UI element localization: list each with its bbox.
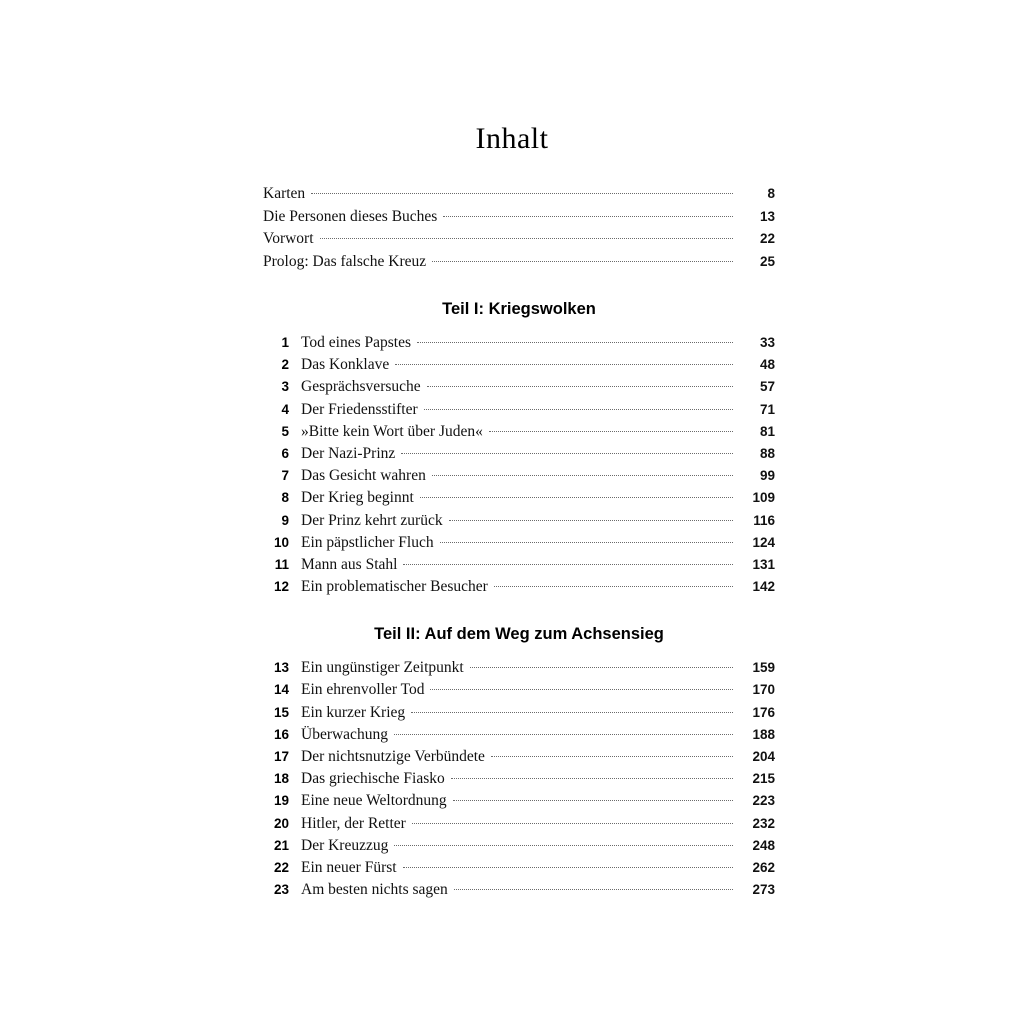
toc-entry-number: 9 — [281, 512, 289, 528]
toc-entry-number: 12 — [273, 579, 289, 595]
toc-leader-dots — [440, 542, 733, 543]
toc-leader-dots — [412, 823, 733, 824]
toc-entry[interactable] — [263, 882, 775, 904]
toc-leader-dots — [394, 734, 733, 735]
toc-entry[interactable] — [263, 357, 775, 379]
toc-entry-number: 13 — [273, 660, 289, 676]
toc-entry-label: Hitler, der Retter — [301, 814, 406, 832]
toc-entry[interactable] — [263, 254, 775, 277]
toc-entry-page: 176 — [752, 704, 775, 720]
toc-entry-number: 4 — [281, 401, 289, 417]
toc-entry-page: 232 — [752, 815, 775, 831]
toc-entry-page: 223 — [752, 793, 775, 809]
toc-entry[interactable] — [263, 209, 775, 232]
toc-entry[interactable] — [263, 513, 775, 535]
toc-entry[interactable] — [263, 446, 775, 468]
toc-entry-number: 16 — [273, 726, 289, 742]
toc-leader-dots — [489, 431, 733, 432]
toc-entry-label: Ein problematischer Besucher — [301, 578, 488, 596]
toc-entry-number: 23 — [273, 882, 289, 898]
toc-entry-label: Der Nazi-Prinz — [301, 444, 396, 462]
toc-leader-dots — [424, 409, 733, 410]
parts-list — [263, 300, 775, 904]
toc-entry-label: Das griechische Fiasko — [301, 770, 445, 788]
toc-entry-number: 10 — [273, 534, 289, 550]
toc-entry-page: 273 — [752, 882, 775, 898]
toc-entry-label: Der Kreuzzug — [301, 836, 389, 854]
toc-entry-page: 99 — [759, 468, 775, 484]
toc-entry-label: Ein ehrenvoller Tod — [301, 681, 425, 699]
toc-entry-label: Das Gesicht wahren — [301, 467, 426, 485]
toc-entry[interactable] — [263, 557, 775, 579]
toc-leader-dots — [401, 453, 733, 454]
toc-entry-label: Der Prinz kehrt zurück — [301, 511, 443, 529]
toc-leader-dots — [394, 845, 733, 846]
toc-entry-label: Der Friedensstifter — [301, 400, 418, 418]
toc-entry[interactable] — [263, 535, 775, 557]
toc-entry[interactable] — [263, 860, 775, 882]
toc-entry-page: 159 — [752, 660, 775, 676]
toc-leader-dots — [432, 475, 733, 476]
page-title: Inhalt — [475, 122, 549, 155]
toc-entry-label: Eine neue Weltordnung — [301, 792, 447, 810]
toc-entry-page: 109 — [752, 490, 775, 506]
toc-entry[interactable] — [263, 490, 775, 512]
toc-entry-label: Der Krieg beginnt — [301, 489, 414, 507]
chapter-list — [263, 335, 775, 601]
toc-entry-number: 11 — [274, 556, 289, 572]
toc-entry-number: 21 — [273, 837, 289, 853]
toc-leader-dots — [470, 667, 733, 668]
toc-entry-number: 17 — [273, 749, 289, 764]
toc-entry-page: 262 — [752, 859, 775, 875]
toc-entry[interactable] — [263, 379, 775, 401]
chapter-list — [263, 660, 775, 904]
part-heading: Teil II: Auf dem Weg zum Achsensieg — [374, 625, 664, 644]
toc-entry[interactable] — [263, 838, 775, 860]
toc-entry-page: 25 — [759, 253, 775, 269]
toc-entry[interactable] — [263, 749, 775, 771]
toc-entry-number: 15 — [273, 704, 289, 720]
toc-entry-label: Vorwort — [263, 230, 314, 247]
toc-leader-dots — [443, 216, 733, 217]
toc-entry[interactable] — [263, 660, 775, 682]
toc-entry-label: »Bitte kein Wort über Juden« — [301, 422, 483, 440]
toc-entry[interactable] — [263, 793, 775, 815]
toc-entry-page: 124 — [752, 534, 775, 550]
toc-content — [263, 186, 775, 904]
toc-entry[interactable] — [263, 231, 775, 254]
front-matter-list — [263, 186, 775, 276]
toc-entry[interactable] — [263, 771, 775, 793]
toc-entry-number: 1 — [281, 335, 289, 350]
toc-entry[interactable] — [263, 727, 775, 749]
toc-leader-dots — [430, 689, 733, 690]
toc-entry-page: 170 — [752, 682, 775, 698]
toc-leader-dots — [427, 386, 733, 387]
toc-entry-label: Gesprächsversuche — [301, 378, 421, 396]
toc-entry-page: 142 — [752, 579, 775, 595]
toc-entry-page: 248 — [752, 837, 775, 853]
toc-entry-number: 14 — [273, 682, 289, 698]
toc-entry-page: 204 — [752, 749, 775, 764]
toc-entry-label: Überwachung — [301, 725, 388, 743]
toc-entry[interactable] — [263, 402, 775, 424]
toc-leader-dots — [420, 497, 733, 498]
toc-entry-page: 215 — [752, 771, 775, 787]
toc-leader-dots — [395, 364, 733, 365]
toc-entry-page: 88 — [759, 445, 775, 461]
toc-leader-dots — [411, 712, 733, 713]
toc-leader-dots — [403, 564, 733, 565]
toc-entry[interactable] — [263, 579, 775, 601]
toc-entry-page: 131 — [752, 556, 775, 572]
toc-entry-page: 188 — [752, 726, 775, 742]
toc-entry-page: 13 — [759, 208, 775, 224]
toc-entry-page: 48 — [759, 357, 775, 373]
toc-entry[interactable] — [263, 424, 775, 446]
toc-entry-number: 5 — [281, 423, 289, 439]
toc-entry-label: Das Konklave — [301, 356, 390, 374]
toc-entry-number: 7 — [281, 468, 289, 484]
toc-entry-page: 22 — [759, 231, 775, 246]
toc-entry-page: 116 — [753, 512, 775, 528]
toc-entry-page: 8 — [767, 186, 775, 201]
toc-entry-number: 19 — [273, 793, 289, 809]
toc-entry[interactable] — [263, 468, 775, 490]
toc-leader-dots — [417, 342, 733, 343]
toc-entry-label: Ein neuer Fürst — [301, 858, 397, 876]
toc-leader-dots — [320, 238, 733, 239]
toc-leader-dots — [451, 778, 733, 779]
toc-entry-number: 18 — [273, 771, 289, 787]
toc-leader-dots — [454, 889, 733, 890]
toc-entry-label: Mann aus Stahl — [301, 555, 398, 573]
toc-entry-number: 3 — [281, 379, 289, 395]
toc-entry[interactable] — [263, 335, 775, 357]
toc-entry[interactable] — [263, 705, 775, 727]
toc-entry-number: 20 — [273, 815, 289, 831]
toc-entry-page: 57 — [759, 379, 775, 395]
part-heading: Teil I: Kriegswolken — [442, 300, 596, 318]
toc-leader-dots — [491, 756, 733, 757]
toc-entry-label: Ein ungünstiger Zeitpunkt — [301, 659, 464, 677]
toc-leader-dots — [449, 520, 733, 521]
toc-entry-label: Der nichtsnutzige Verbündete — [301, 748, 485, 765]
toc-leader-dots — [403, 867, 733, 868]
toc-leader-dots — [432, 261, 733, 262]
toc-leader-dots — [311, 193, 733, 194]
toc-entry-number: 6 — [281, 445, 289, 461]
toc-entry-label: Tod eines Papstes — [301, 334, 411, 351]
toc-entry-label: Karten — [263, 185, 306, 202]
toc-entry-label: Prolog: Das falsche Kreuz — [263, 252, 427, 270]
toc-entry[interactable] — [263, 682, 775, 704]
toc-entry-label: Ein kurzer Krieg — [301, 703, 406, 721]
toc-entry[interactable] — [263, 816, 775, 838]
toc-entry-number: 2 — [281, 357, 289, 373]
toc-entry-label: Die Personen dieses Buches — [263, 207, 438, 225]
toc-entry-number: 22 — [273, 859, 289, 875]
toc-entry-page: 71 — [759, 401, 775, 417]
toc-entry[interactable] — [263, 186, 775, 209]
toc-leader-dots — [453, 800, 733, 801]
toc-entry-page: 33 — [759, 335, 775, 350]
toc-entry-page: 81 — [759, 423, 775, 439]
toc-entry-number: 8 — [281, 490, 289, 506]
toc-entry-label: Ein päpstlicher Fluch — [301, 533, 434, 551]
toc-entry-label: Am besten nichts sagen — [301, 881, 448, 899]
toc-leader-dots — [494, 586, 733, 587]
